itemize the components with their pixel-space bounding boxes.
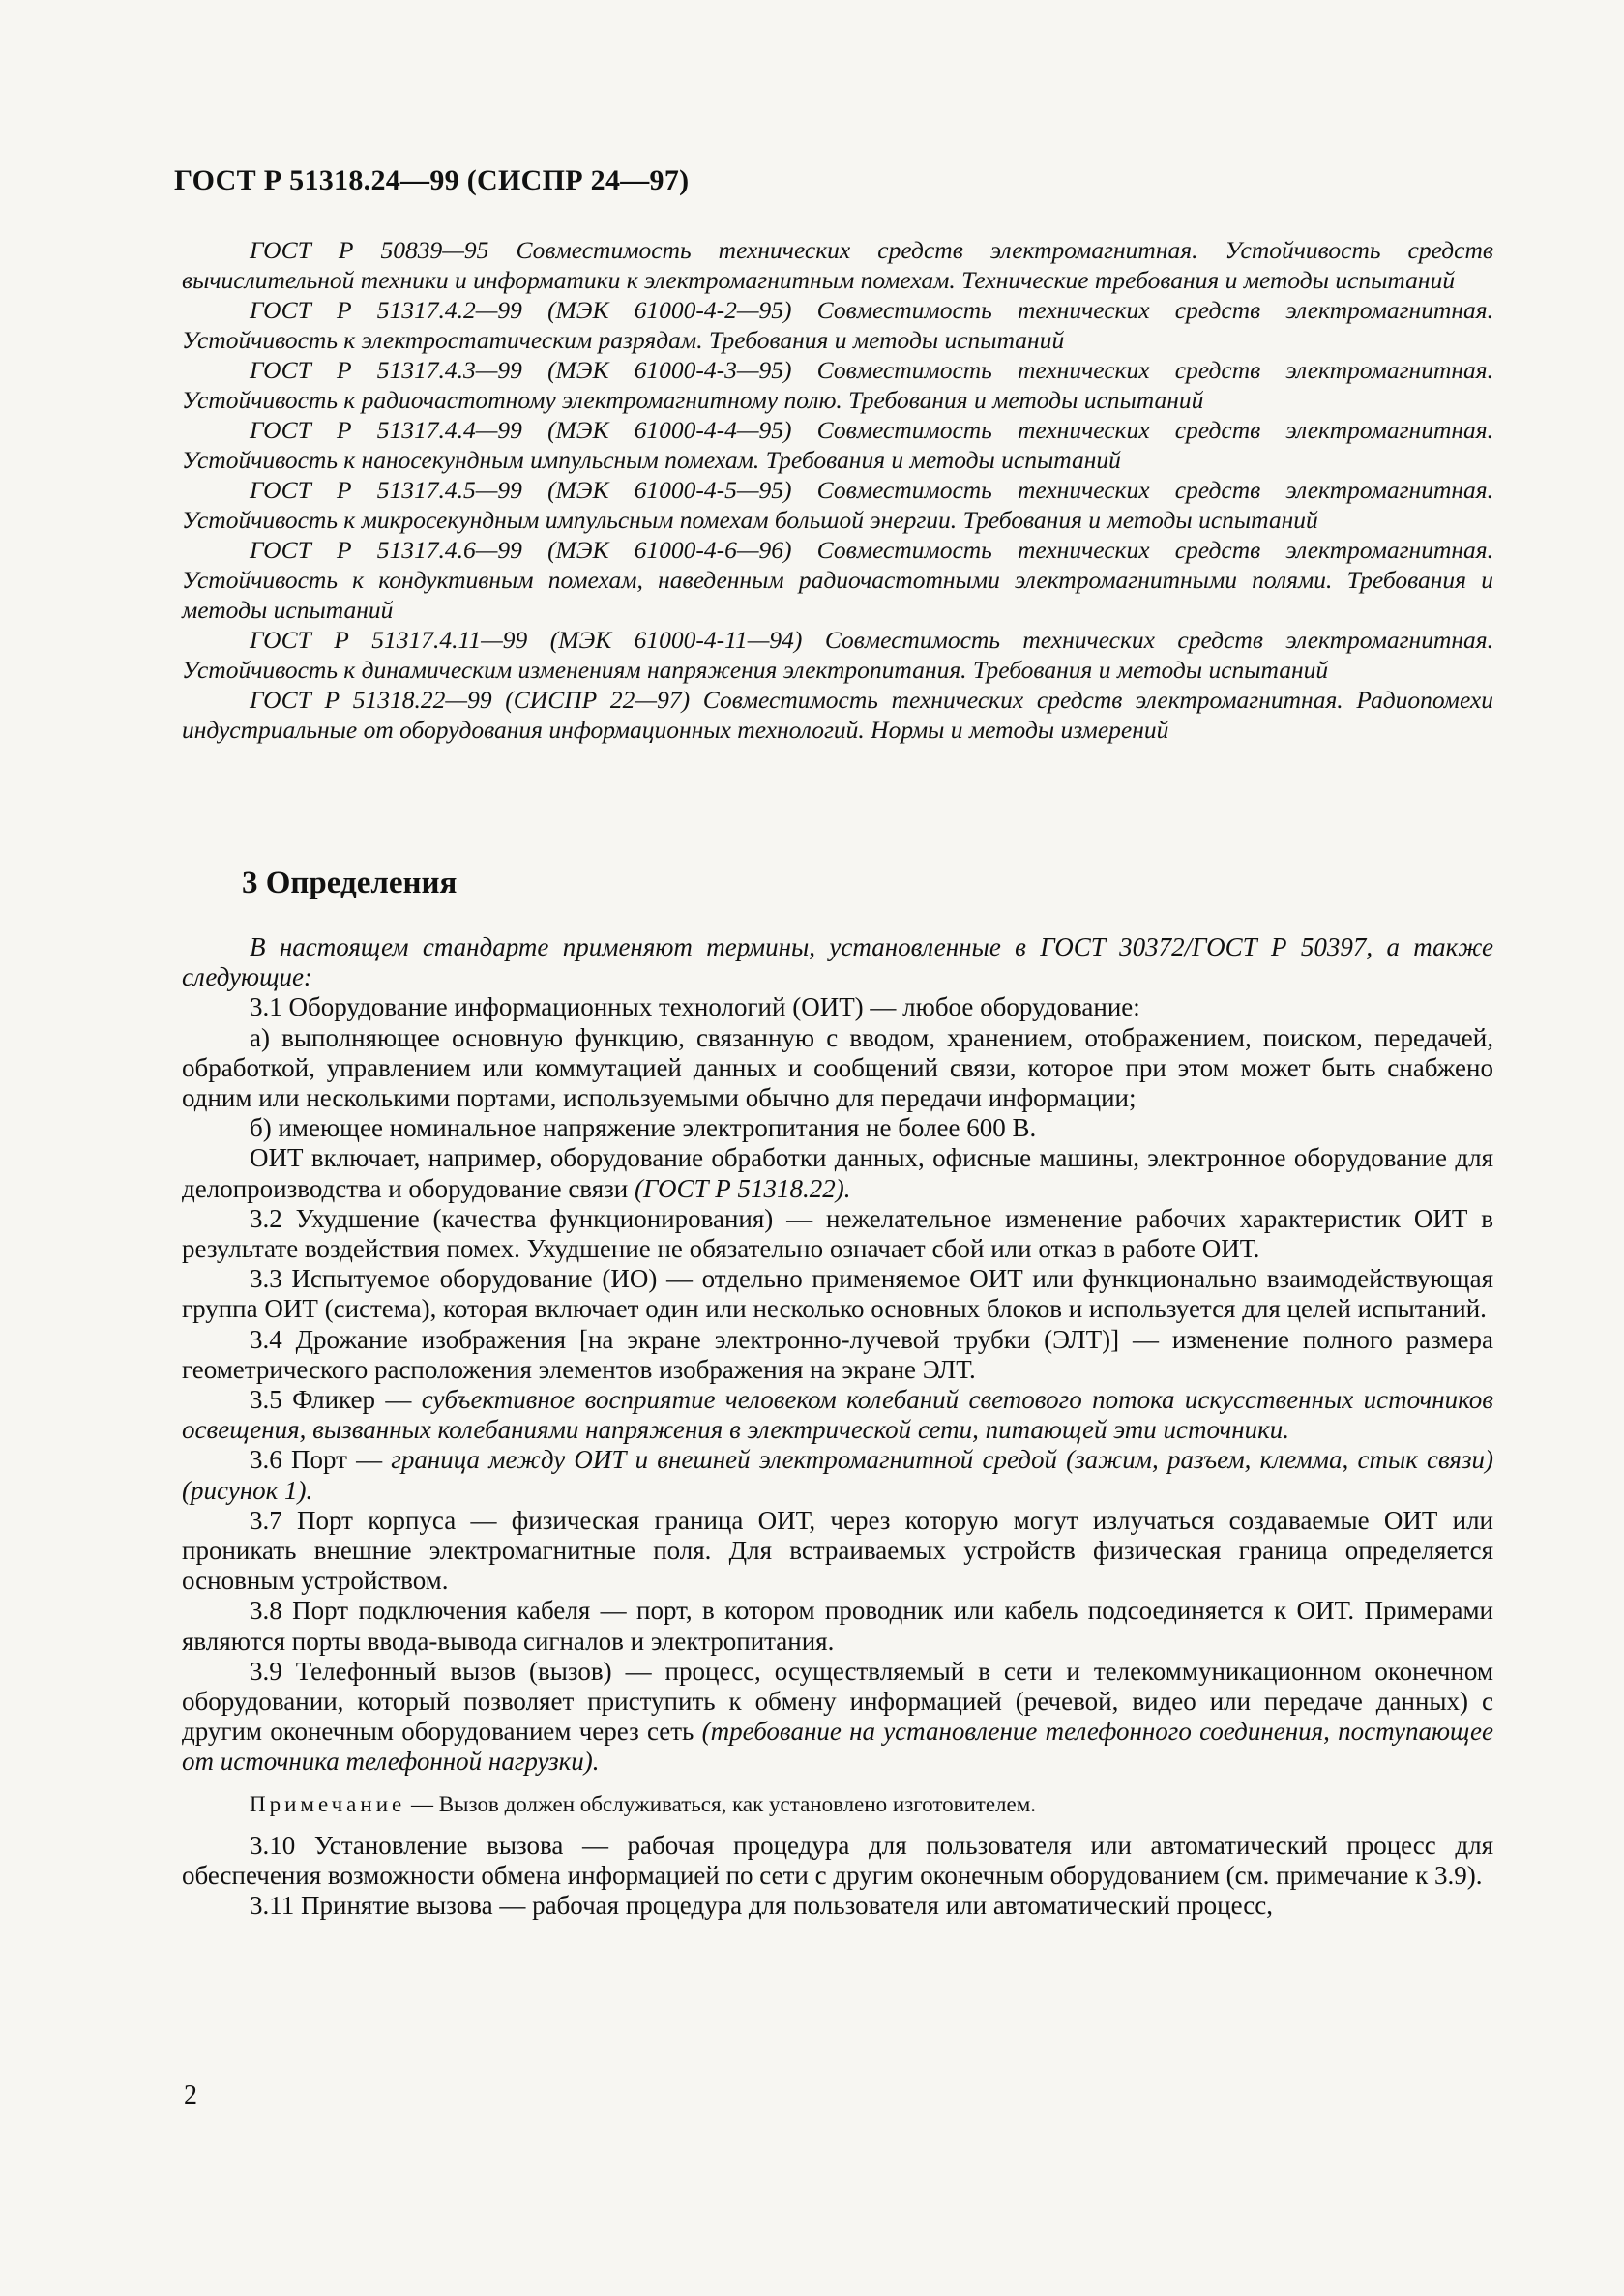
note-label: Примечание: [250, 1791, 406, 1816]
reference-item: ГОСТ Р 51317.4.2—99 (МЭК 61000-4-2—95) Совместимость технических средств электромагнитная. Устойчивость к электростатическим разрядам. Требования и методы испытаний: [182, 296, 1493, 354]
definition-3-6: [182, 1445, 1493, 1505]
definition-3-4: 3.4 Дрожание изображения [на экране электронно-лучевой трубки (ЭЛТ)] — изменение полного размера геометрического расположения элементов изображения на экране ЭЛТ.: [182, 1324, 1493, 1384]
reference-item: ГОСТ Р 51317.4.6—99 (МЭК 61000-4-6—96) Совместимость технических средств электромагнитная. Устойчивость к кондуктивным помехам, наведенным радиочастотными электромагнитными полями. Требования и методы испытаний: [182, 536, 1493, 624]
definition-text: граница между ОИТ и внешней электромагнитной средой (зажим, разъем, клемма, стык связи) (рисунок 1).: [182, 1445, 1493, 1505]
definitions-intro: В настоящем стандарте применяют термины, установленные в ГОСТ 30372/ГОСТ Р 50397, а также следующие:: [182, 932, 1493, 992]
reference-item: ГОСТ Р 51318.22—99 (СИСПР 22—97) Совместимость технических средств электромагнитная. Радиопомехи индустриальные от оборудования информационных технологий. Нормы и методы измерений: [182, 686, 1493, 744]
reference-item: ГОСТ Р 51317.4.3—99 (МЭК 61000-4-3—95) Совместимость технических средств электромагнитная. Устойчивость к радиочастотному электромагнитному полю. Требования и методы испытаний: [182, 356, 1493, 414]
note: [182, 1789, 1493, 1819]
reference-item: ГОСТ Р 50839—95 Совместимость технических средств электромагнитная. Устойчивость средств вычислительной техники и информатики к электромагнитным помехам. Технические требования и методы испытаний: [182, 236, 1493, 294]
reference-item: ГОСТ Р 51317.4.4—99 (МЭК 61000-4-4—95) Совместимость технических средств электромагнитная. Устойчивость к наносекундным импульсным помехам. Требования и методы испытаний: [182, 416, 1493, 474]
definition-3-1-note: [182, 1143, 1493, 1203]
section-title: 3 Определения: [242, 866, 458, 900]
definition-3-10: 3.10 Установление вызова — рабочая процедура для пользователя или автоматический процесс для обеспечения возможности обмена информацией по сети с другим оконечным оборудованием (см. примечание к 3.9).: [182, 1830, 1493, 1891]
normative-references: [182, 235, 1493, 745]
reference-item: ГОСТ Р 51317.4.11—99 (МЭК 61000-4-11—94) Совместимость технических средств электромагнитная. Устойчивость к динамическим изменениям напряжения электропитания. Требования и методы испытаний: [182, 626, 1493, 684]
definition-term: 3.5 Фликер —: [250, 1385, 422, 1415]
page-header: ГОСТ Р 51318.24—99 (СИСПР 24—97): [174, 164, 690, 196]
standard-reference: (ГОСТ Р 51318.22).: [634, 1173, 851, 1203]
definition-3-5: [182, 1385, 1493, 1445]
definition-3-8: 3.8 Порт подключения кабеля — порт, в котором проводник или кабель подсоединяется к ОИТ. Примерами являются порты ввода-вывода сигналов и электропитания.: [182, 1596, 1493, 1656]
definition-3-11: 3.11 Принятие вызова — рабочая процедура для пользователя или автоматический процесс,: [250, 1891, 1273, 1921]
definition-text: 3.9 Телефонный вызов (вызов) — процесс, осуществляемый в сети и телекоммуникационном оконечном оборудовании, который позволяет приступить к обмену информацией (речевой, видео или передаче данных) с другим оконечным оборудованием через сеть: [182, 1656, 1493, 1747]
definition-3-1: 3.1 Оборудование информационных технологий (ОИТ) — любое оборудование:: [250, 992, 1140, 1022]
reference-item: ГОСТ Р 51317.4.5—99 (МЭК 61000-4-5—95) Совместимость технических средств электромагнитная. Устойчивость к микросекундным импульсным помехам большой энергии. Требования и методы испытаний: [182, 476, 1493, 534]
definition-3-1-a: а) выполняющее основную функцию, связанную с вводом, хранением, отображением, поиском, передачей, обработкой, управлением или коммутацией данных и сообщений связи, которое при этом может быть снабжено одним или несколькими портами, используемыми обычно для передачи информации;: [182, 1022, 1493, 1113]
definition-3-9: [182, 1657, 1493, 1778]
definition-text: субъективное восприятие человеком колебаний светового потока искусственных источников освещения, вызванных колебаниями напряжения в электрической сети, питающей эти источники.: [182, 1385, 1493, 1445]
definition-3-3: 3.3 Испытуемое оборудование (ИО) — отдельно применяемое ОИТ или функционально взаимодействующая группа ОИТ (система), которая включает один или несколько основных блоков и используется для целей испытаний.: [182, 1264, 1493, 1324]
definition-3-7: 3.7 Порт корпуса — физическая граница ОИТ, через которую могут излучаться создаваемые ОИТ или проникать внешние электромагнитные поля. Для встраиваемых устройств физическая граница определяется основным устройством.: [182, 1505, 1493, 1596]
definition-3-2: 3.2 Ухудшение (качества функционирования) — нежелательное изменение рабочих характеристик ОИТ в результате воздействия помех. Ухудшение не обязательно означает сбой или отказ в работе ОИТ.: [182, 1203, 1493, 1264]
definition-text: ОИТ включает, например, оборудование обработки данных, офисные машины, электронное оборудование для делопроизводства и оборудование связи: [182, 1143, 1493, 1203]
definition-3-1-b: б) имеющее номинальное напряжение электропитания не более 600 В.: [250, 1113, 1037, 1143]
definition-term: 3.6 Порт —: [250, 1445, 392, 1475]
definitions: [182, 932, 1493, 1922]
definition-italic-text: (требование на установление телефонного соединения, поступающее от источника телефонной нагрузки).: [182, 1717, 1493, 1777]
note-text: — Вызов должен обслуживаться, как установлено изготовителем.: [405, 1791, 1037, 1816]
page-number: 2: [184, 2080, 197, 2110]
